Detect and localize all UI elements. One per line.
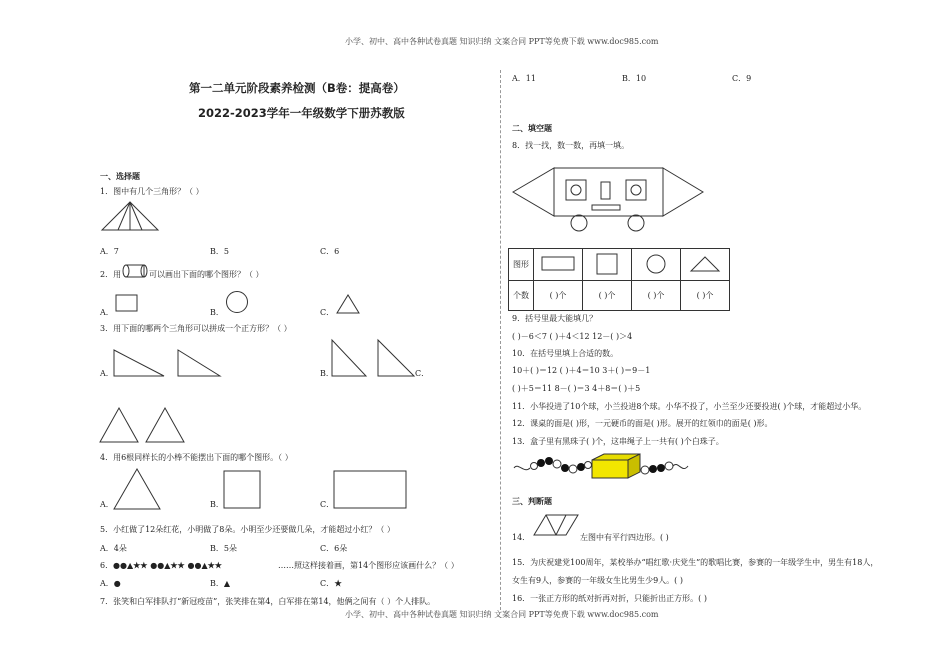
q4-option-a[interactable]: A． <box>100 500 114 509</box>
question-2-end: 可以画出下面的哪个图形？（ ） <box>149 270 264 279</box>
table-cell-circle <box>632 249 681 281</box>
q9-expressions: ( )－6＜7 ( )＋4＜12 12－( )＞4 <box>512 332 633 341</box>
q3-option-a[interactable]: A． <box>100 369 114 378</box>
q7-option-c[interactable]: C．9 <box>732 74 752 83</box>
q7-option-b[interactable]: B．10 <box>622 74 647 83</box>
triangle-icon <box>335 293 361 315</box>
q2-option-a[interactable]: A． <box>100 308 114 317</box>
cylinder-icon <box>122 262 148 280</box>
question-1: 1．图中有几个三角形？（ ） <box>100 187 204 196</box>
question-6-number: 6． <box>100 561 114 570</box>
count-triangle-blank[interactable]: ( )个 <box>681 281 730 311</box>
q5-option-b[interactable]: B．5朵 <box>210 544 237 553</box>
page-footer: 小学、初中、高中各种试卷真题 知识归纳 文案合同 PPT等免费下载 www.doc985.com <box>345 610 659 619</box>
circle-icon <box>645 253 667 275</box>
question-4: 4．用6根同样长的小棒不能摆出下面的哪个图形。（ ） <box>100 453 293 462</box>
question-14-number: 14． <box>512 533 531 542</box>
q1-option-c[interactable]: C．6 <box>320 247 340 256</box>
q1-option-b[interactable]: B．5 <box>210 247 229 256</box>
q1-option-a[interactable]: A．7 <box>100 247 119 256</box>
q7-option-a[interactable]: A．11 <box>512 74 536 83</box>
q1-triangles-figure <box>100 200 160 232</box>
q6-option-a[interactable]: A．● <box>100 579 121 588</box>
q14-parallelogram-figure <box>532 513 580 537</box>
q2-option-b[interactable]: B． <box>210 308 224 317</box>
section-judge-heading: 三、判断题 <box>512 497 552 506</box>
page-header: 小学、初中、高中各种试卷真题 知识归纳 文案合同 PPT等免费下载 www.doc985.com <box>345 37 659 46</box>
q3-option-b-triangles <box>330 338 420 378</box>
question-13: 13．盒子里有黑珠子( )个，这串绳子上一共有( )个白珠子。 <box>512 437 724 446</box>
column-divider <box>500 70 501 610</box>
question-16: 16．一张正方形的纸对折再对折，只能折出正方形。( ) <box>512 594 707 603</box>
triangle-icon <box>689 255 721 273</box>
question-5: 5．小红做了12朵红花，小明做了8朵。小明至少还要做几朵，才能超过小红？（ ） <box>100 525 395 534</box>
q3-option-a-triangles <box>112 348 222 378</box>
question-14-text: 左图中有平行四边形。( ) <box>580 533 669 542</box>
q4-option-c[interactable]: C． <box>320 500 335 509</box>
question-6-text: ……照这样接着画，第14个图形应该画什么？（ ） <box>278 561 459 570</box>
q8-count-table <box>508 248 730 311</box>
q10-line-1: 10＋( )＝12 ( )＋4＝10 3＋( )＝9－1 <box>512 366 651 375</box>
q10-line-2: ( )＋5＝11 8－( )＝3 4＋8＝( )＋5 <box>512 384 641 393</box>
question-11: 11．小华投进了10个球，小兰投进8个球。小华不投了，小兰至少还要投进( )个球，才能超过小华。 <box>512 402 867 411</box>
q5-option-a[interactable]: A．4朵 <box>100 544 127 553</box>
q6-option-b[interactable]: B．▲ <box>210 579 231 588</box>
q3-option-c-triangles <box>98 406 188 444</box>
q2-option-c[interactable]: C． <box>320 308 335 317</box>
question-8: 8．找一找，数一数，再填一填。 <box>512 141 630 150</box>
q13-beads-string-figure <box>512 452 692 482</box>
q3-option-b[interactable]: B． <box>320 369 334 378</box>
page-title: 第一二单元阶段素养检测（B卷：提高卷） <box>189 81 405 95</box>
q4-triangle-figure <box>112 467 162 511</box>
question-7: 7．张笑和白军排队打“新冠疫苗”，张笑排在第4，白军排在第14，他俩之间有（ ）个人排队。 <box>100 597 436 606</box>
q6-shape-sequence: ●●▲★★ ●●▲★★ ●●▲★★ <box>113 560 222 570</box>
table-row-label-count: 个数 <box>509 281 534 311</box>
q4-square-figure <box>223 470 261 510</box>
count-rectangle-blank[interactable]: ( )个 <box>534 281 583 311</box>
question-12: 12．课桌的面是( )形，一元硬币的面是( )形。展开的红领巾的面是( )形。 <box>512 419 773 428</box>
rectangle-icon <box>115 294 139 314</box>
square-icon <box>596 253 618 275</box>
count-square-blank[interactable]: ( )个 <box>583 281 632 311</box>
question-9: 9．括号里最大能填几？ <box>512 314 598 323</box>
rectangle-icon <box>541 256 575 272</box>
section-choice-heading: 一、选择题 <box>100 172 140 181</box>
question-2-start: 2．用 <box>100 270 122 279</box>
q5-option-c[interactable]: C．6朵 <box>320 544 348 553</box>
q4-rectangle-figure <box>333 470 407 510</box>
question-10: 10．在括号里填上合适的数。 <box>512 349 619 358</box>
circle-icon <box>225 290 249 314</box>
page-subtitle: 2022-2023学年一年级数学下册苏教版 <box>198 106 405 120</box>
table-cell-square <box>583 249 632 281</box>
section-fill-heading: 二、填空题 <box>512 124 552 133</box>
table-row-label-shape: 图形 <box>509 249 534 281</box>
q3-option-c[interactable]: C． <box>415 369 430 378</box>
q4-option-b[interactable]: B． <box>210 500 224 509</box>
q8-shape-robot-figure <box>512 158 704 234</box>
question-3: 3．用下面的哪两个三角形可以拼成一个正方形？（ ） <box>100 324 292 333</box>
table-cell-rectangle <box>534 249 583 281</box>
table-cell-triangle <box>681 249 730 281</box>
question-15-line-2: 女生有9人，参赛的一年级女生比男生少9人。( ) <box>512 576 683 585</box>
count-circle-blank[interactable]: ( )个 <box>632 281 681 311</box>
q6-option-c[interactable]: C．★ <box>320 579 343 588</box>
question-15-line-1: 15．为庆祝建党100周年，某校举办“唱红歌·庆党生”的歌唱比赛，参赛的一年级学生中，男生有18人， <box>512 558 879 567</box>
